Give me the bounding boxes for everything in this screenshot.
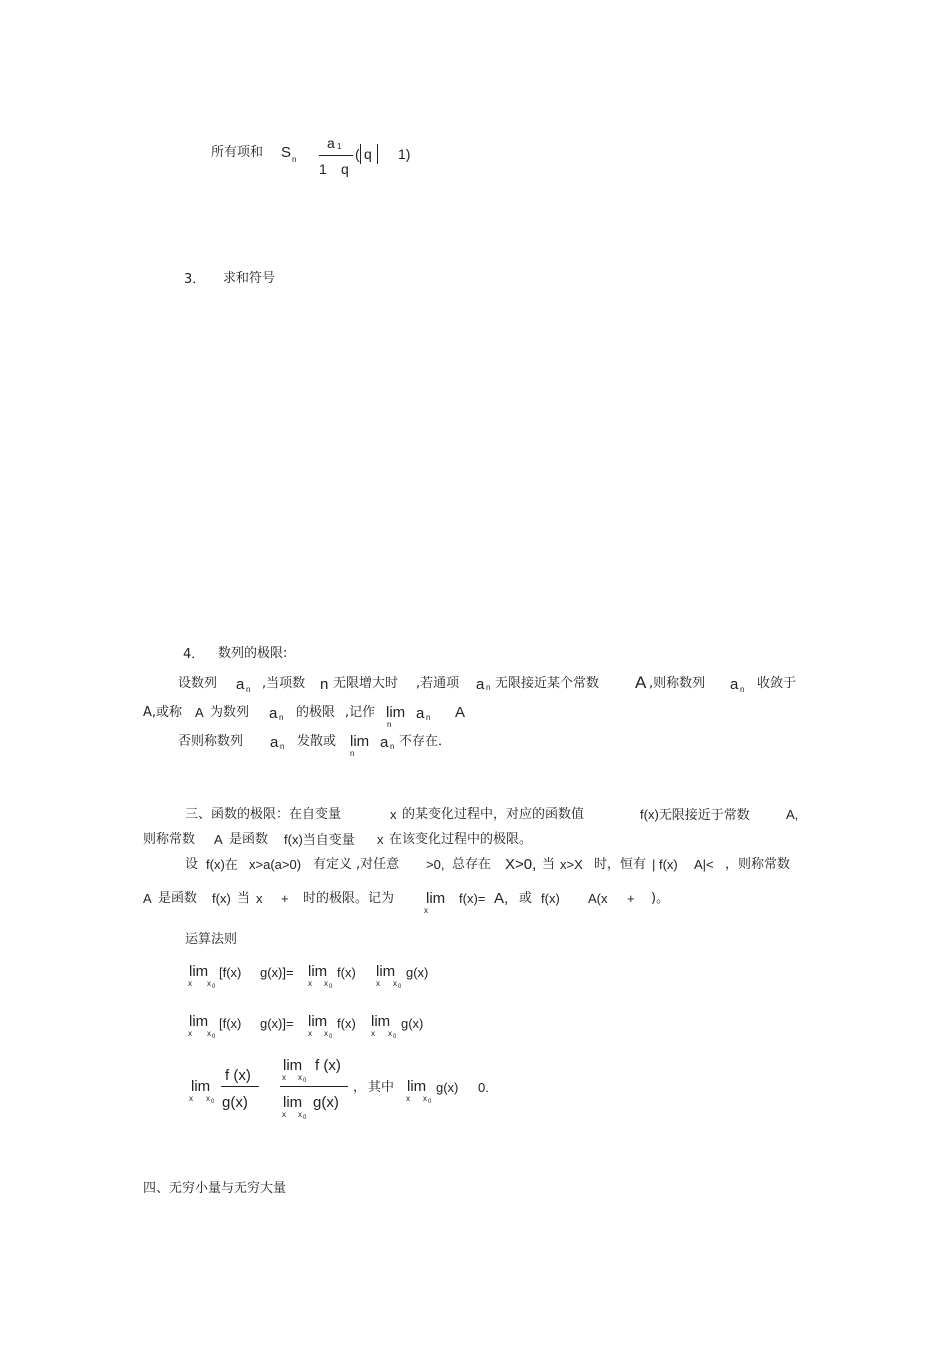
lim-operator: lim <box>191 1078 211 1095</box>
var-a-sub: n <box>740 685 745 694</box>
text-segment: 不存在． <box>399 734 452 749</box>
text-segment: 设数列 <box>178 676 218 691</box>
section-four-heading: 四、无穷小量与无穷大量 <box>143 1181 287 1196</box>
text-segment: [f(x) <box>219 965 242 980</box>
text-segment: 或 <box>519 891 533 906</box>
var-a: a <box>380 734 389 751</box>
text-segment: 收敛于 <box>757 676 797 691</box>
fraction-numerator: f (x) <box>225 1067 251 1084</box>
fraction-bar <box>280 1086 348 1087</box>
const-A: A <box>214 832 223 847</box>
lim-operator: lim <box>386 704 406 721</box>
fraction-numerator-sub: 1 <box>337 142 342 151</box>
text-segment: A,或称 <box>143 705 183 720</box>
section-4-title: 数列的极限: <box>218 646 288 661</box>
lim-subscript-zero: 0 <box>393 1034 397 1040</box>
text-segment: f(x) <box>541 891 560 906</box>
fraction-denominator-q: q <box>341 161 349 177</box>
sum-symbol: S <box>281 144 292 161</box>
var-a-sub: n <box>279 713 284 722</box>
section-3-title: 求和符号 <box>223 271 276 286</box>
lim-operator: lim <box>407 1078 427 1095</box>
lim-subscript: n <box>350 749 355 758</box>
lim-subscript-x0: x <box>388 1029 392 1038</box>
const-A: A <box>143 891 152 906</box>
text-segment: + <box>627 891 635 906</box>
lim-subscript-zero: 0 <box>398 984 402 990</box>
text-segment: 时，恒有 <box>594 857 647 872</box>
var-x: x <box>390 807 397 822</box>
lim-subscript-zero: 0 <box>211 1099 215 1105</box>
text-segment: 的极限 <box>296 705 336 720</box>
text-segment: 在该变化过程中的极限。 <box>389 832 533 847</box>
lim-subscript-x0: x <box>206 1094 210 1103</box>
text-segment: [f(x) <box>219 1016 242 1031</box>
text-segment: ，则称常数 <box>725 857 791 872</box>
fraction-denominator-one: 1 <box>319 161 327 177</box>
var-x: x <box>256 891 263 906</box>
text-segment: 总存在 <box>452 857 492 872</box>
text-segment: 则称常数 <box>143 832 196 847</box>
lim-subscript-x: x <box>189 1094 193 1103</box>
sum-label: 所有项和 <box>211 145 264 160</box>
fraction-numerator: a <box>327 135 335 151</box>
section-4-number: 4． <box>183 647 205 662</box>
sum-symbol-sub: n <box>292 155 297 164</box>
var-x: x <box>377 832 384 847</box>
text-segment: A(x <box>588 891 608 906</box>
text-segment: f(x)无限接近于常数 <box>640 807 750 822</box>
var-a-sub: n <box>486 683 491 692</box>
text-segment: g(x) <box>401 1016 424 1031</box>
lim-subscript-zero: 0 <box>329 1034 333 1040</box>
text-segment: g(x) <box>436 1080 459 1095</box>
fraction-bar <box>319 155 353 156</box>
text-segment: 为数列 <box>210 705 250 720</box>
abs-bar-left <box>360 144 361 164</box>
text-segment: f(x) <box>337 965 356 980</box>
text-segment: 的某变化过程中，对应的函数值 <box>402 807 585 822</box>
var-a-sub: n <box>390 742 395 751</box>
text-segment: 三、函数的极限：在自变量 <box>185 807 342 822</box>
var-a: a <box>270 734 279 751</box>
text-segment: x>X <box>560 857 583 872</box>
var-a-sub: n <box>426 713 431 722</box>
text-segment: ,则称数列 <box>649 676 706 691</box>
text-segment: 设 <box>185 857 199 872</box>
var-a-sub: n <box>280 742 285 751</box>
text-segment: X>0, <box>505 856 537 873</box>
text-segment: 无限接近某个常数 <box>495 676 600 691</box>
lim-subscript-zero: 0 <box>428 1099 432 1105</box>
lim-operator: lim <box>189 1013 209 1030</box>
lim-subscript-zero: 0 <box>303 1115 307 1121</box>
lim-subscript-x: x <box>406 1094 410 1103</box>
lim-operator: lim <box>283 1057 303 1074</box>
lim-subscript-x: x <box>371 1029 375 1038</box>
text-segment: f(x) <box>337 1016 356 1031</box>
const-A: A <box>195 705 204 720</box>
lim-subscript-zero: 0 <box>303 1078 307 1084</box>
lim-operator: lim <box>376 963 396 980</box>
abs-bar-right <box>377 144 378 164</box>
lim-subscript-x: x <box>376 979 380 988</box>
var-a-sub: n <box>246 685 251 694</box>
text-segment: 其中 <box>368 1080 395 1095</box>
lim-subscript-x0: x <box>324 979 328 988</box>
text-segment: g(x)]= <box>260 1016 294 1031</box>
text-segment: A|< <box>694 857 714 872</box>
text-segment: + <box>281 891 289 906</box>
text-segment: 无限增大时 <box>333 676 399 691</box>
lim-subscript-x0: x <box>423 1094 427 1103</box>
text-segment: ,当项数 <box>262 676 306 691</box>
condition-q: q <box>364 146 372 162</box>
text-segment: f(x) <box>212 891 231 906</box>
lim-subscript-x: x <box>282 1110 286 1119</box>
lim-subscript-x: x <box>282 1073 286 1082</box>
lim-operator: lim <box>426 890 446 907</box>
var-a: a <box>476 676 485 693</box>
lim-subscript-x0: x <box>207 1029 211 1038</box>
var-a: a <box>730 676 739 693</box>
lim-subscript-x0: x <box>324 1029 328 1038</box>
text-segment: 有定义 <box>313 857 353 872</box>
const-A: A <box>455 704 466 721</box>
lim-subscript-zero: 0 <box>212 1034 216 1040</box>
text-segment: ,记作 <box>345 705 376 720</box>
lim-operator: lim <box>308 963 328 980</box>
text-segment: 0. <box>478 1080 489 1095</box>
text-segment: 发散或 <box>297 734 337 749</box>
fraction-numerator: f (x) <box>315 1057 341 1074</box>
text-segment: ,若通项 <box>416 676 460 691</box>
text-segment: f(x)当自变量 <box>284 832 355 847</box>
text-segment: 时的极限。记为 <box>303 891 395 906</box>
fraction-denominator: g(x) <box>222 1094 248 1111</box>
text-segment: g(x) <box>406 965 429 980</box>
fraction-denominator: g(x) <box>313 1094 339 1111</box>
condition-open-paren: ( <box>355 146 360 162</box>
lim-subscript-x: x <box>308 1029 312 1038</box>
lim-operator: lim <box>308 1013 328 1030</box>
text-segment: | f(x) <box>652 857 678 872</box>
lim-subscript-x: x <box>188 1029 192 1038</box>
lim-subscript-x0: x <box>298 1073 302 1082</box>
text-segment: 是函数 <box>229 832 269 847</box>
text-segment: x>a(a>0) <box>249 857 302 872</box>
lim-subscript-x: x <box>308 979 312 988</box>
lim-operator: lim <box>350 733 370 750</box>
const-A: A <box>635 673 647 692</box>
text-segment: A, <box>494 890 509 907</box>
text-segment: )。 <box>651 891 670 906</box>
lim-subscript: x <box>424 906 428 915</box>
var-a: a <box>269 705 278 722</box>
text-segment: >0, <box>426 857 445 872</box>
text-segment: ， <box>353 1080 367 1095</box>
lim-operator: lim <box>189 963 209 980</box>
lim-operator: lim <box>371 1013 391 1030</box>
text-segment: g(x)]= <box>260 965 294 980</box>
fraction-bar <box>221 1086 259 1087</box>
section-3-number: 3． <box>184 272 206 287</box>
var-a: a <box>416 705 425 722</box>
lim-subscript: n <box>387 720 392 729</box>
lim-subscript-x0: x <box>207 979 211 988</box>
text-segment: A, <box>786 807 799 822</box>
lim-subscript-x0: x <box>393 979 397 988</box>
var-n: n <box>320 676 329 693</box>
text-segment: 当 <box>542 857 556 872</box>
condition-value: 1) <box>398 146 411 162</box>
lim-subscript-zero: 0 <box>329 984 333 990</box>
text-segment: f(x)= <box>459 891 486 906</box>
rules-title: 运算法则 <box>185 932 238 947</box>
text-segment: 是函数 <box>158 891 198 906</box>
lim-subscript-x0: x <box>298 1110 302 1119</box>
text-segment: ,对任意 <box>356 857 400 872</box>
text-segment: 否则称数列 <box>178 734 244 749</box>
var-a: a <box>236 676 245 693</box>
lim-subscript-zero: 0 <box>212 984 216 990</box>
lim-operator: lim <box>283 1094 303 1111</box>
text-segment: 当 <box>237 891 251 906</box>
text-segment: f(x)在 <box>206 857 238 872</box>
lim-subscript-x: x <box>188 979 192 988</box>
